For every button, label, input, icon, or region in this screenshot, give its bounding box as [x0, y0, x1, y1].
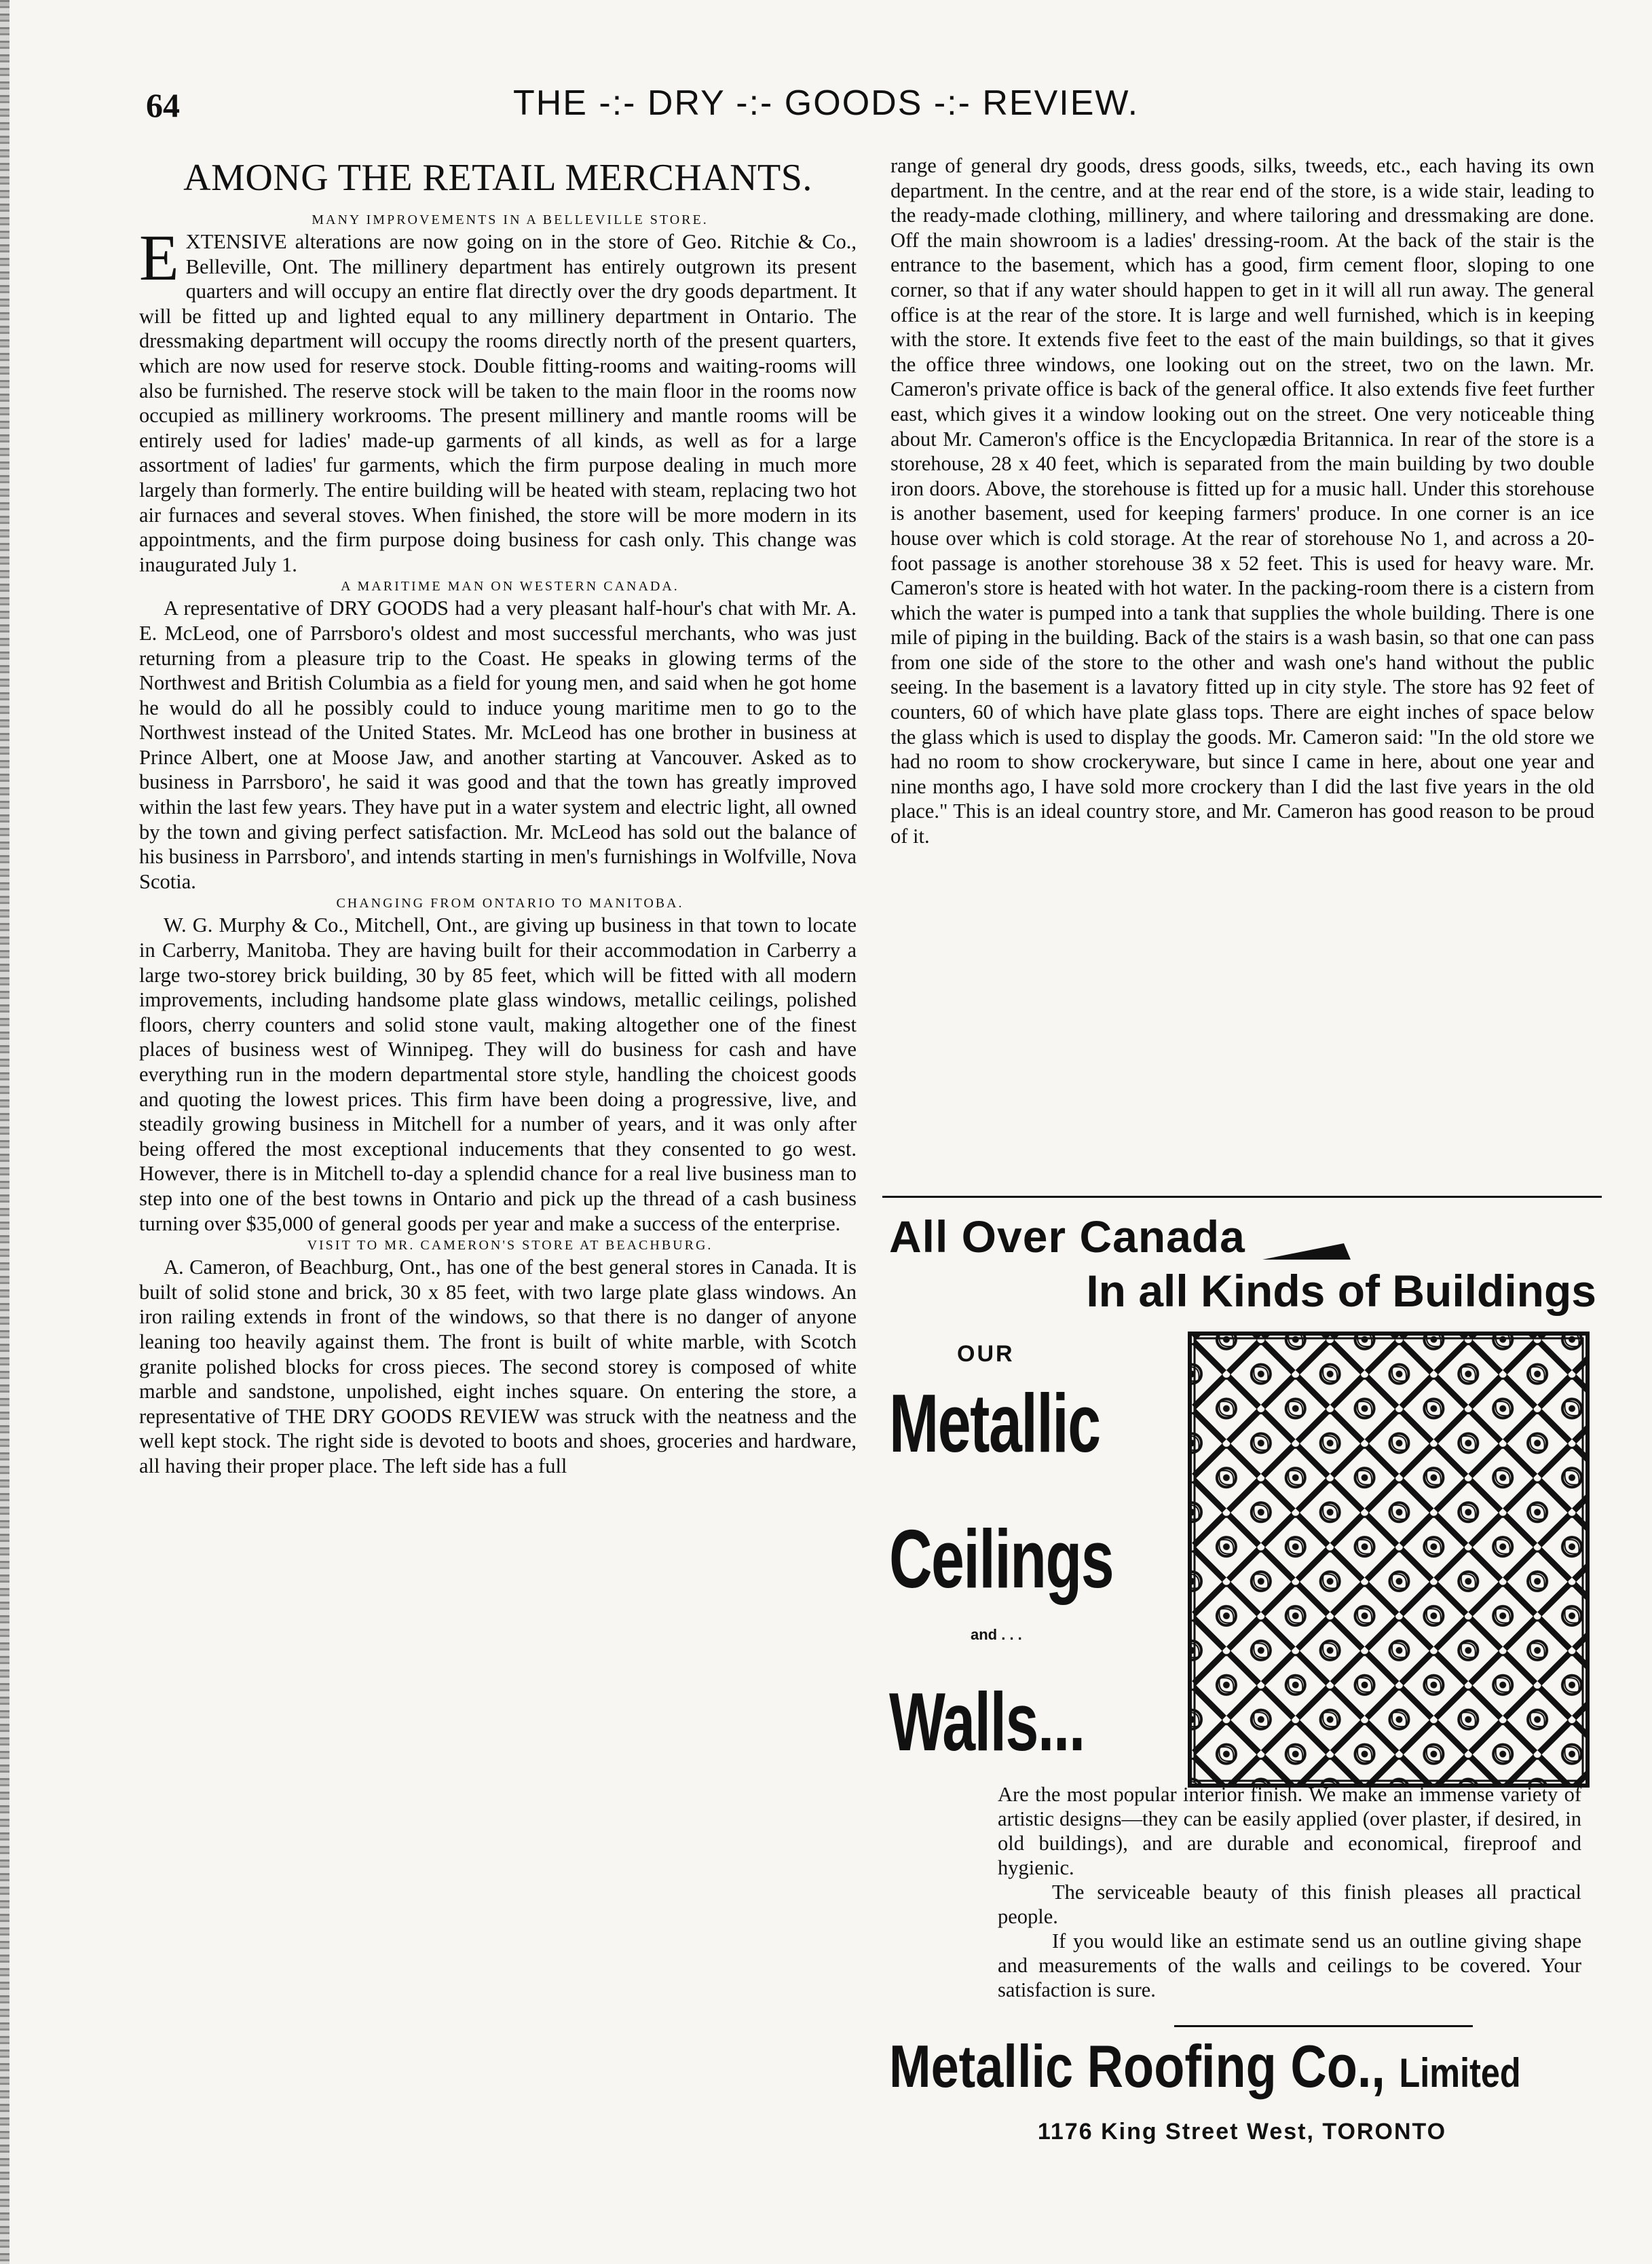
ad-address: 1176 King Street West, TORONTO: [1037, 2119, 1447, 2145]
metallic-ceilings-advertisement: [882, 1196, 1602, 2187]
ad-product-ceilings: Ceilings: [889, 1513, 1114, 1605]
ad-our-label: OUR: [957, 1341, 1015, 1367]
ad-and-label: and . . .: [971, 1626, 1022, 1643]
section-subhead: CHANGING FROM ONTARIO TO MANITOBA.: [336, 896, 684, 911]
ad-product-walls: Walls...: [889, 1676, 1085, 1768]
page-header: [0, 80, 1652, 128]
right-column-article: [890, 153, 1594, 849]
journal-title: THE -:- DRY -:- GOODS -:- REVIEW.: [512, 83, 1140, 123]
ad-paragraph: Are the most popular interior finish. We make an immense variety of artistic designs—they can be easily applied (over plaster, if desired, in old buildings), and are durable and economical, fireproof and hygienic.: [998, 1783, 1581, 1879]
ornamental-ceiling-pattern-icon: [1188, 1332, 1590, 1788]
ad-headline-2: In all Kinds of Buildings: [1086, 1266, 1596, 1316]
page-number: 64: [146, 86, 180, 124]
article-paragraph: A representative of DRY GOODS had a very pleasant half-hour's chat with Mr. A. E. McLeod, one of Parrsboro's oldest and most successful merchants, who was just returning from a pleasure trip to the Coast. He speaks in glowing terms of the Northwest and British Columbia as a field for young men, and said when he got home he would do all he possibly could to induce young maritime men to go to the Northwest instead of the United States. Mr. McLeod has one brother in business at Prince Albert, one at Moose Jaw, and another starting at Vancouver. Asked as to business in Parrsboro', he said it was good and that the town has greatly improved within the last few years. They have put in a water system and electric light, all owned by the town and giving perfect satisfaction. Mr. McLeod has sold out the balance of his business in Parrsboro', and intends starting in men's furnishings in Wolfville, Nova Scotia.: [139, 597, 857, 893]
left-column: [139, 153, 857, 1479]
article-paragraph: [139, 221, 857, 577]
section-subhead: MANY IMPROVEMENTS IN A BELLEVILLE STORE.: [312, 212, 709, 227]
ad-body: [998, 1782, 1581, 2002]
article-continuation: range of general dry goods, dress goods, silks, tweeds, etc., each having its own department. In the centre, and at the rear end of the store, is a wide stair, leading to the ready-made clothing, millinery, and where tailoring and dressmaking are done. Off the main showroom is a ladies' dressing-room. At the back of the stair is the entrance to the basement, which has a good, firm cement floor, sloping to one corner, so that if any water should happen to get in it will all run away. The general office is at the rear of the store. It is large and well furnished, which is in keeping with the store. It extends five feet to the east of the main buildings, so that it gives the office three windows, one looking out on the street, two on the lawn. Mr. Cameron's private office is back of the general office. It also extends five feet further east, which gives it a window looking out on the street. One very noticeable thing about Mr. Cameron's office is the Encyclopædia Britannica. In rear of the store is a storehouse, 28 x 40 feet, which is separated from the main building by two double iron doors. Above, the storehouse is fitted up for a music hall. Under this storehouse is another basement, used for keeping farmers' produce. In one corner is an ice house over which is cold storage. At the rear of storehouse No 1, and across a 20-foot passage is another storehouse 38 x 52 feet. This is used for heavy ware. Mr. Cameron's store is heated with hot water. In the packing-room there is a cistern from which the water is pumped into a tank that supplies the whole building. There is one mile of piping in the building. Back of the stairs is a wash basin, so that one can pass from one side of the store to the other and wash one's hand without the public seeing. In the basement is a lavatory fitted up in city style. The store has 92 feet of counters, 60 of which have plate glass tops. There are eight inches of space below the glass which is used to display the goods. Mr. Cameron said: "In the old store we had no room to show crockeryware, but since I came in here, about one year and nine months ago, I have sold more crockery than I did the last five years in the old place." This is an ideal country store, and Mr. Cameron has good reason to be proud of it.: [890, 154, 1594, 848]
ad-headline-1: All Over Canada: [889, 1211, 1245, 1262]
ad-paragraph: If you would like an estimate send us an outline giving shape and measurements of the walls and ceilings to be covered. Your satisfaction is sure.: [998, 1929, 1581, 2001]
company-suffix: Limited: [1399, 2050, 1521, 2096]
paragraph-text: XTENSIVE alterations are now going on in the store of Geo. Ritchie & Co., Belleville, Ont. The millinery department has entirely outgrown its present quarters and will occupy an entire flat directly over the dry goods department. It will be fitted up and lighted equal to any millinery department in Ontario. The dressmaking department will occupy the rooms directly north of the present quarters, which are now used for reserve stock. Double fitting-rooms and waiting-rooms will also be furnished. The reserve stock will be taken to the main floor in the rooms now occupied as millinery workrooms. The present millinery and mantle rooms will be entirely used for ladies' made-up garments of all kinds, as well as for a large assortment of ladies' fur garments, which the firm purpose dealing in much more largely than formerly. The entire building will be heated with steam, replacing two hot air furnaces and several stoves. When finished, the store will be more modern in its appointments, and the firm purpose doing business for cash only. This change was inaugurated July 1.: [139, 230, 857, 576]
arrow-icon: [1262, 1243, 1351, 1260]
ad-paragraph: The serviceable beauty of this finish pleases all practical people.: [998, 1881, 1581, 1928]
section-subhead: VISIT TO MR. CAMERON'S STORE AT BEACHBURG.: [307, 1238, 713, 1253]
drop-cap: E: [139, 221, 179, 294]
ad-top-rule: [882, 1196, 1602, 1198]
article-headline: AMONG THE RETAIL MERCHANTS.: [183, 157, 812, 199]
article-paragraph: W. G. Murphy & Co., Mitchell, Ont., are giving up business in that town to locate in Carberry, Manitoba. They are having built for their accommodation in Carberry a large two-storey brick building, 30 by 85 feet, which will be fitted with all modern improvements, including handsome plate glass windows, metallic ceilings, polished floors, cherry counters and solid stone vault, making altogether one of the finest places of business west of Winnipeg. They will do business for cash and have everything run in the modern departmental store style, handling the choicest goods and quoting the lowest prices. This firm have been doing a progressive, live, and steadily growing business in Mitchell for a number of years, and it was only after being offered the most exceptional inducements that they consented to go west. However, there is in Mitchell to-day a splendid chance for a real live business man to step into one of the best towns in Ontario and pick up the thread of a cash business turning over $35,000 of general goods per year and make a success of the enterprise.: [139, 913, 857, 1235]
scanned-page-edge: [0, 0, 10, 2264]
ad-company-name: [889, 2032, 1521, 2101]
ad-divider: [1174, 2025, 1473, 2027]
article-paragraph: A. Cameron, of Beachburg, Ont., has one of the best general stores in Canada. It is built of solid stone and brick, 30 x 85 feet, with two large plate glass windows. An iron railing extends in front of the windows, so that there is no danger of anyone leaning too heavily against them. The front is built of white marble, with Scotch granite polished blocks for cross pieces. The second storey is composed of white marble and sandstone, unpolished, eight inches square. On entering the store, a representative of THE DRY GOODS REVIEW was struck with the neatness and the well kept stock. The right side is devoted to boots and shoes, groceries and hardware, all having their proper place. The left side has a full: [139, 1256, 857, 1477]
section-subhead: A MARITIME MAN ON WESTERN CANADA.: [341, 579, 679, 595]
company-name-text: Metallic Roofing Co.,: [889, 2033, 1385, 2100]
ad-product-metallic: Metallic: [889, 1377, 1100, 1469]
